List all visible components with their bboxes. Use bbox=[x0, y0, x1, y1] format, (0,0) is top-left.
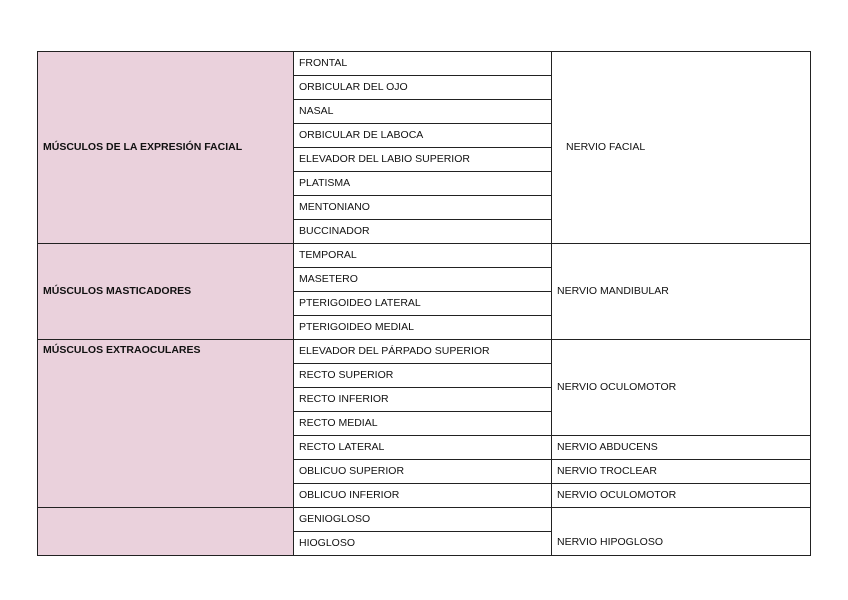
muscle-cell: TEMPORAL bbox=[294, 244, 552, 268]
muscle-cell: BUCCINADOR bbox=[294, 220, 552, 244]
muscle-cell: HIOGLOSO bbox=[294, 532, 552, 556]
nerve-cell-facial: NERVIO FACIAL bbox=[552, 52, 811, 244]
table-row bbox=[38, 508, 811, 532]
muscle-cell: NASAL bbox=[294, 100, 552, 124]
muscle-cell: OBLICUO INFERIOR bbox=[294, 484, 552, 508]
muscle-cell: PTERIGOIDEO MEDIAL bbox=[294, 316, 552, 340]
muscle-cell: RECTO MEDIAL bbox=[294, 412, 552, 436]
nerve-cell-hipogloso: NERVIO HIPOGLOSO bbox=[552, 508, 811, 556]
muscle-cell: RECTO SUPERIOR bbox=[294, 364, 552, 388]
table-row bbox=[38, 52, 811, 76]
group-cell-facial: MÚSCULOS DE LA EXPRESIÓN FACIAL bbox=[38, 52, 294, 244]
nerve-cell-oculomotor-2: NERVIO OCULOMOTOR bbox=[552, 484, 811, 508]
muscle-cell: MENTONIANO bbox=[294, 196, 552, 220]
muscle-cell: PLATISMA bbox=[294, 172, 552, 196]
group-cell-masticadores: MÚSCULOS MASTICADORES bbox=[38, 244, 294, 340]
muscle-cell: ELEVADOR DEL PÁRPADO SUPERIOR bbox=[294, 340, 552, 364]
muscle-cell: PTERIGOIDEO LATERAL bbox=[294, 292, 552, 316]
group-cell-extraoculares: MÚSCULOS EXTRAOCULARES bbox=[38, 340, 294, 508]
muscle-cell: ORBICULAR DEL OJO bbox=[294, 76, 552, 100]
nerve-cell-oculomotor: NERVIO OCULOMOTOR bbox=[552, 340, 811, 436]
muscle-cell: RECTO LATERAL bbox=[294, 436, 552, 460]
muscle-cell: GENIOGLOSO bbox=[294, 508, 552, 532]
muscle-cell: ELEVADOR DEL LABIO SUPERIOR bbox=[294, 148, 552, 172]
table-row bbox=[38, 244, 811, 268]
table-row bbox=[38, 340, 811, 364]
muscle-cell: ORBICULAR DE LABOCA bbox=[294, 124, 552, 148]
muscle-cell: FRONTAL bbox=[294, 52, 552, 76]
muscle-cell: MASETERO bbox=[294, 268, 552, 292]
muscle-nerve-table bbox=[37, 51, 811, 556]
muscle-cell: OBLICUO SUPERIOR bbox=[294, 460, 552, 484]
nerve-cell-troclear: NERVIO TROCLEAR bbox=[552, 460, 811, 484]
muscle-cell: RECTO INFERIOR bbox=[294, 388, 552, 412]
nerve-cell-abducens: NERVIO ABDUCENS bbox=[552, 436, 811, 460]
nerve-cell-mandibular: NERVIO MANDIBULAR bbox=[552, 244, 811, 340]
group-cell-lengua bbox=[38, 508, 294, 556]
